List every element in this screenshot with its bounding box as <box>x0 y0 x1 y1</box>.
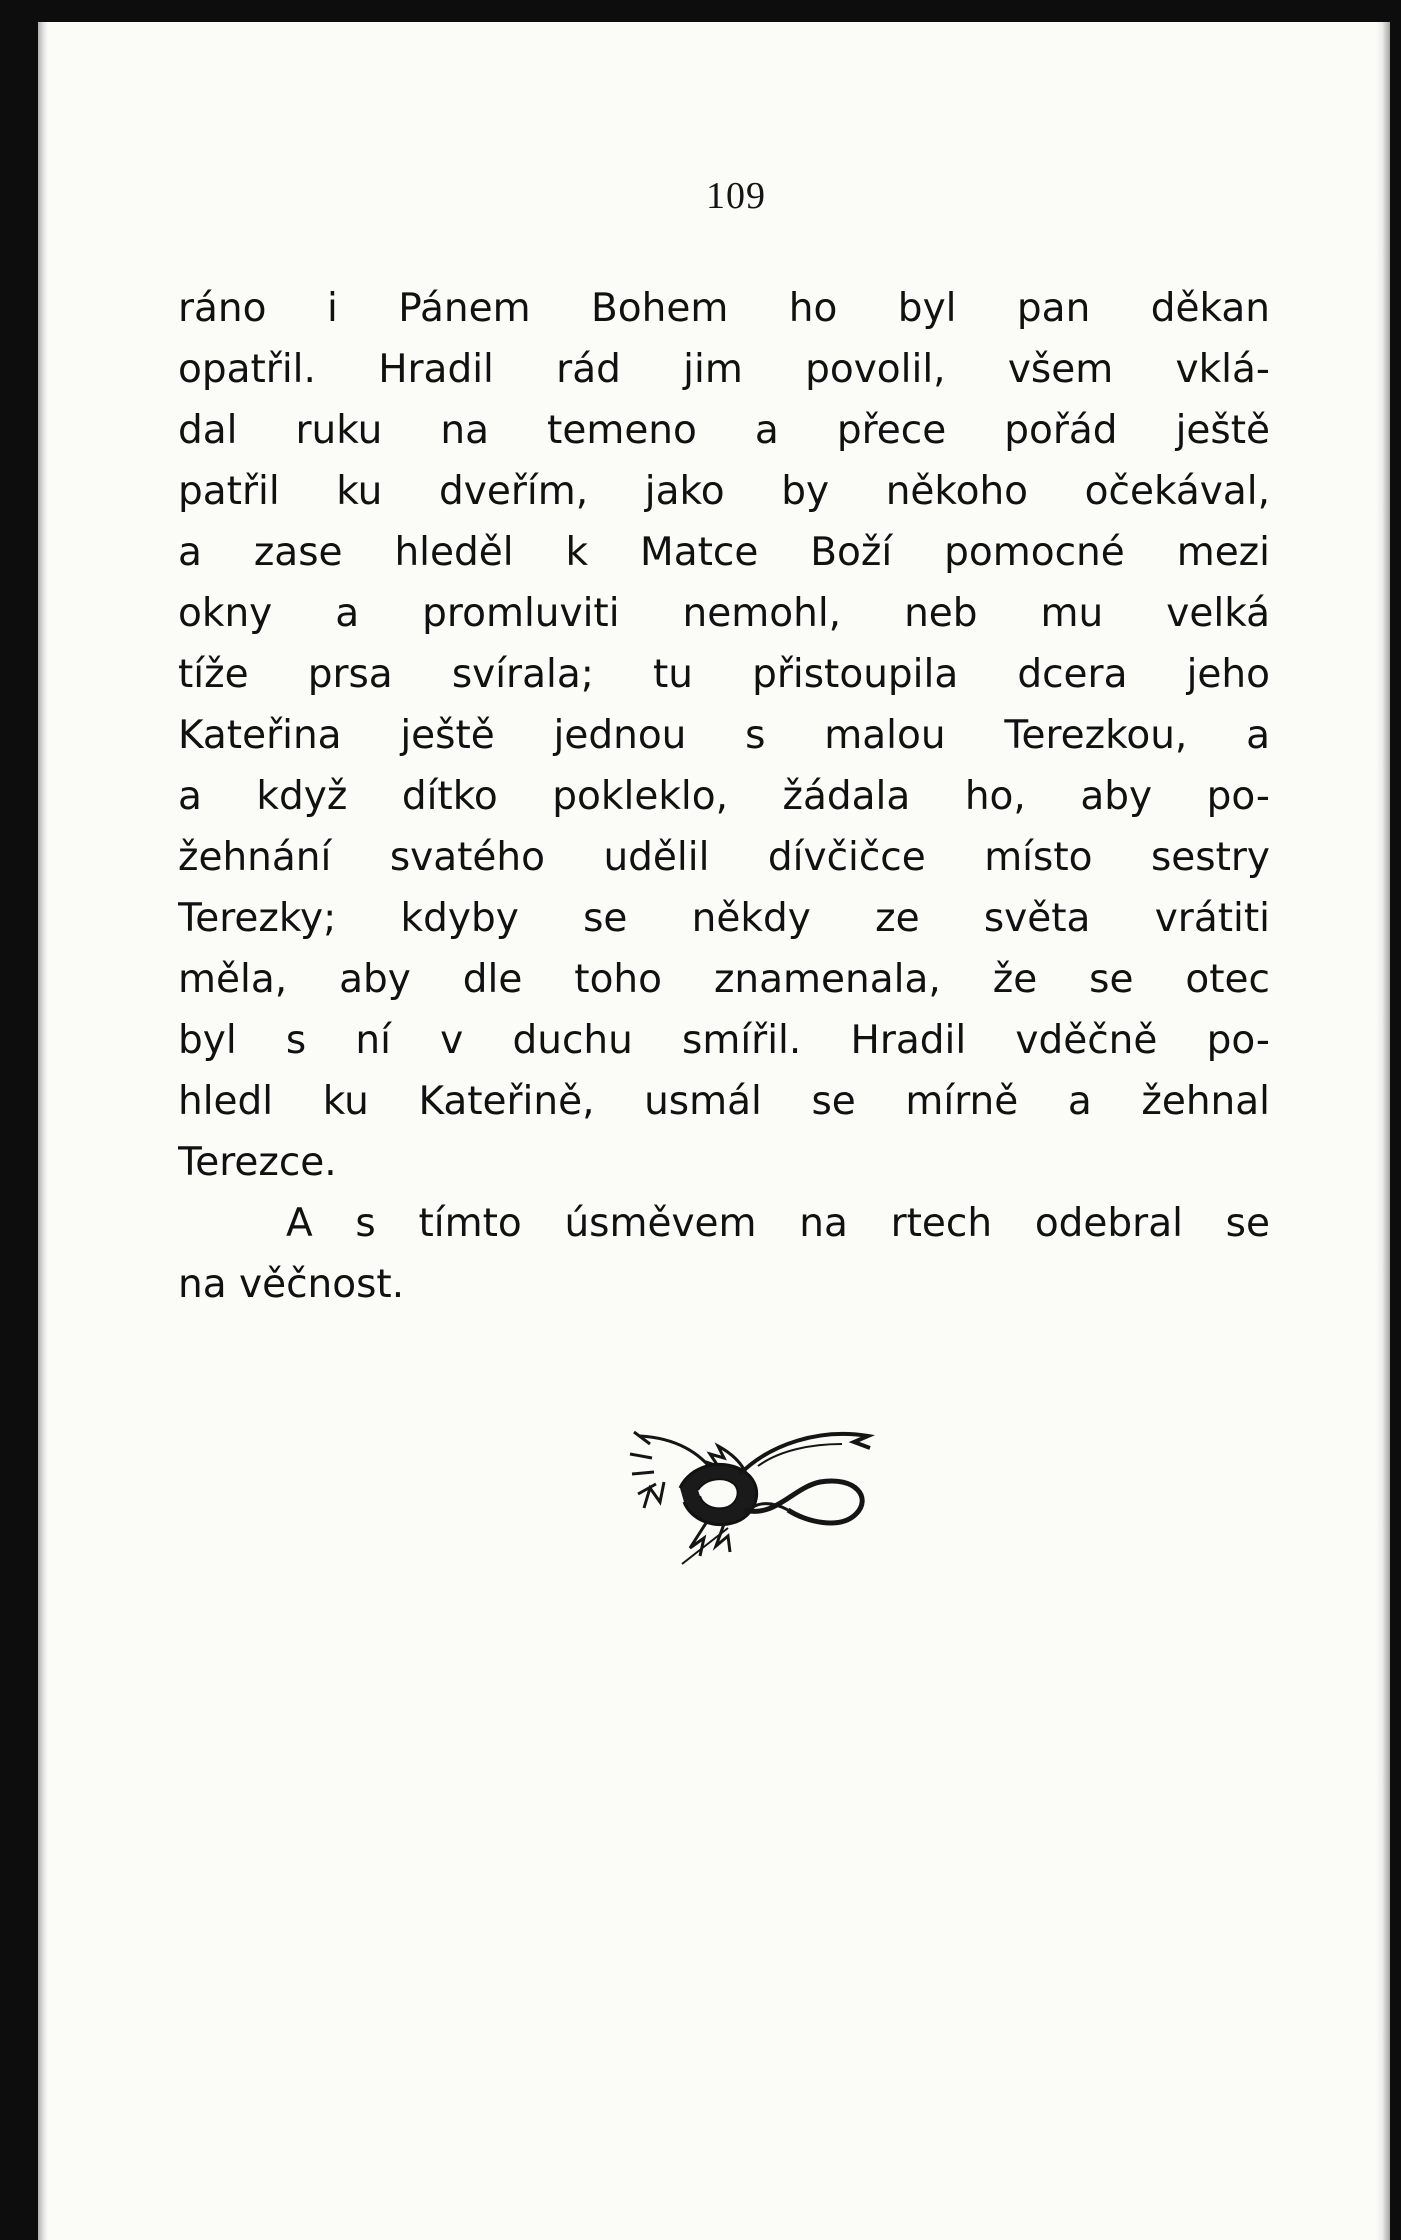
text-line-10: žehnání svatého udělil dívčičce místo sestry <box>178 835 1270 880</box>
page-number: 109 <box>706 175 766 217</box>
body-text <box>178 278 1270 1315</box>
text-line-4: patřil ku dveřím, jako by někoho očekával, <box>178 469 1270 514</box>
text-line-1: ráno i Pánem Bohem ho byl pan děkan <box>178 286 1270 331</box>
text-line-12: měla, aby dle toho znamenala, že se otec <box>178 957 1270 1002</box>
dragon-ornament-icon <box>620 1418 890 1568</box>
text-line-14: hledl ku Kateřině, usmál se mírně a žehnal <box>178 1079 1270 1124</box>
text-line-8: Kateřina ještě jednou s malou Terezkou, a <box>178 713 1270 758</box>
page-edge-left <box>38 22 48 2240</box>
text-line-13: byl s ní v duchu smířil. Hradil vděčně po- <box>178 1018 1270 1063</box>
text-line-9: a když dítko pokleklo, žádala ho, aby po- <box>178 774 1270 819</box>
text-line-3: dal ruku na temeno a přece pořád ještě <box>178 408 1270 453</box>
text-line-6: okny a promluviti nemohl, neb mu velká <box>178 591 1270 636</box>
text-line-17: na věčnost. <box>178 1262 405 1307</box>
text-line-7: tíže prsa svírala; tu přistoupila dcera jeho <box>178 652 1270 697</box>
book-page <box>38 22 1390 2240</box>
text-line-15: Terezce. <box>178 1140 337 1185</box>
text-line-16: A s tímto úsměvem na rtech odebral se <box>286 1201 1270 1246</box>
text-line-2: opatřil. Hradil rád jim povolil, všem vklá- <box>178 347 1270 392</box>
page-edge-right <box>1376 22 1390 2240</box>
text-line-5: a zase hleděl k Matce Boží pomocné mezi <box>178 530 1270 575</box>
text-line-11: Terezky; kdyby se někdy ze světa vrátiti <box>178 896 1270 941</box>
